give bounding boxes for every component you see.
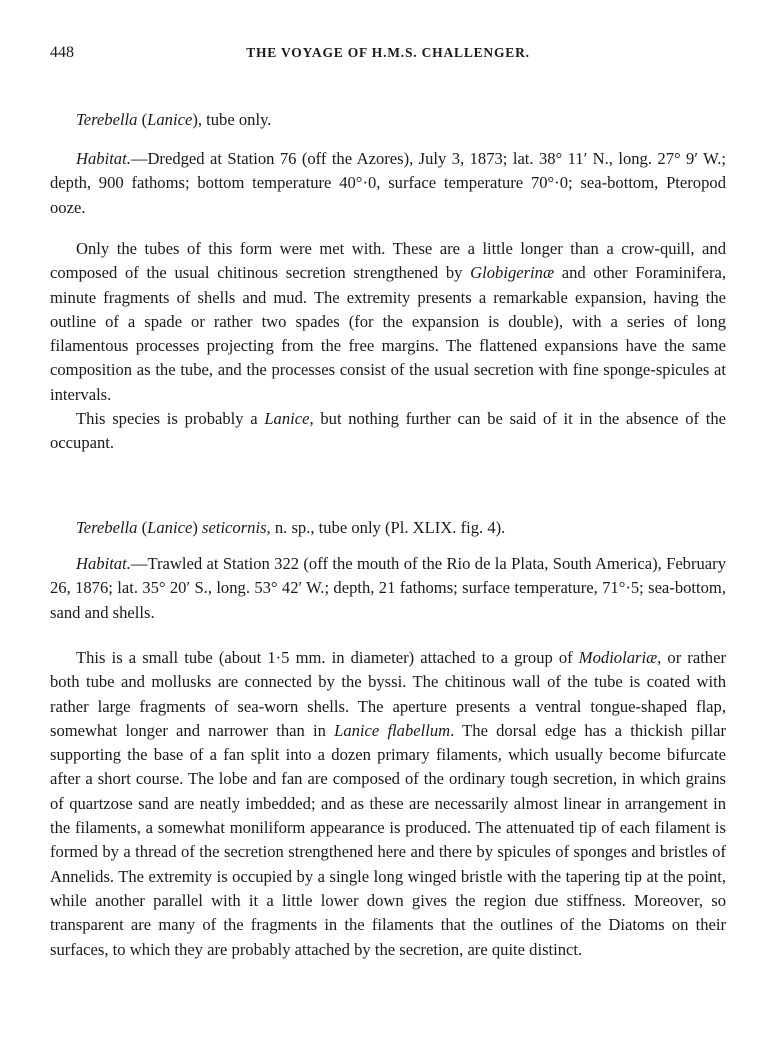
taxon-italic: Lanice flabellum <box>334 720 451 740</box>
habitat-paragraph-station-76 <box>50 147 726 220</box>
entry-heading-seticornis <box>50 516 752 540</box>
description-text: This is a small tube (about 1·5 mm. in diameter) attached to a group of <box>76 648 579 667</box>
description-text: This species is probably a <box>76 409 265 429</box>
entry-paren-open: ( <box>137 518 148 537</box>
habitat-paragraph-station-322 <box>50 552 726 625</box>
entry-genus: Terebella <box>76 518 138 537</box>
habitat-label: Habitat. <box>76 149 131 168</box>
entry-heading-rest: ), tube only. <box>192 110 272 129</box>
running-head <box>50 44 726 66</box>
description-paragraph-2 <box>50 407 726 456</box>
description-text: , or rather both tube and mollusks are connected by the byssi. The chitinous wall of the tube is coated with rather large fragments of sea-worn shells. The aperture presents a ventral tongue-shaped flap, somewhat longer and narrower than in <box>50 648 726 740</box>
taxon-italic: Lanice <box>264 409 310 429</box>
description-seticornis <box>50 646 726 962</box>
description-lanice <box>50 237 726 456</box>
description-text: , but nothing further can be said of it in the absence of the occupant. <box>50 409 726 453</box>
habitat-text: —Dredged at Station 76 (off the Azores), July 3, 1873; lat. 38° 11′ N., long. 27° 9′ W.; depth, 900 fathoms; bottom temperature 40°·0, surface temperature 70°·0; sea-bottom, Pteropod ooze. <box>50 149 726 217</box>
description-text: and other Foraminifera, minute fragments of shells and mud. The extremity presents a remarkable expansion, having the outline of a spade or rather two spades (for the expansion is double), with a series of long filamentous processes projecting from the free margins. The flattened expansions have the same composition as the tube, and the processes consist of the usual secretion with fine sponge-spicules at intervals. <box>50 263 726 404</box>
description-text: . The dorsal edge has a thickish pillar supporting the base of a fan split into a dozen primary filaments, which usually become bifurcate after a short course. The lobe and fan are composed of the ordinary tough secretion, in which grains of quartzose sand are neatly imbedded; and as these are necessarily almost linear in arrangement in the filaments, a somewhat moniliform appearance is produced. The attenuated tip of each filament is formed by a thread of the secretion strengthened here and there by spicules of sponges and bristles of Annelids. The extremity is occupied by a single long winged bristle with the tapering tip at the point, while another parallel with it a little lower down gives the region due stiffness. Moreover, so transparent are many of the fragments in the filaments that the outlines of the Diatoms on their surfaces, to which they are probably attached by the secretion, are quite distinct. <box>50 720 726 959</box>
taxon-italic: Globigerinæ <box>470 263 555 283</box>
taxon-italic: Modiolariæ <box>578 648 658 667</box>
entry-subgenus: Lanice <box>147 110 193 129</box>
entry-paren-close: ) <box>192 518 203 537</box>
description-paragraph <box>50 646 726 962</box>
habitat-text: —Trawled at Station 322 (off the mouth of the Rio de la Plata, South America), February 26, 1876; lat. 35° 20′ S., long. 53° 42′ W.; depth, 21 fathoms; surface temperature, 71°·5; sea-bottom, sand and shells. <box>50 554 726 622</box>
page-number: 448 <box>50 44 74 61</box>
entry-paren-open: ( <box>137 110 148 129</box>
entry-genus: Terebella <box>76 110 138 129</box>
entry-subgenus: Lanice <box>147 518 193 537</box>
entry-heading-rest: , n. sp., tube only (Pl. XLIX. fig. 4). <box>266 518 506 537</box>
running-title: THE VOYAGE OF H.M.S. CHALLENGER. <box>246 45 530 60</box>
habitat-label: Habitat. <box>76 554 131 573</box>
entry-species: seticornis <box>202 518 267 537</box>
entry-heading-lanice <box>50 108 752 132</box>
description-paragraph-1 <box>50 237 726 407</box>
description-text: Only the tubes of this form were met with. These are a little longer than a crow-quill, and composed of the usual chitinous secretion strengthened by <box>50 239 726 283</box>
